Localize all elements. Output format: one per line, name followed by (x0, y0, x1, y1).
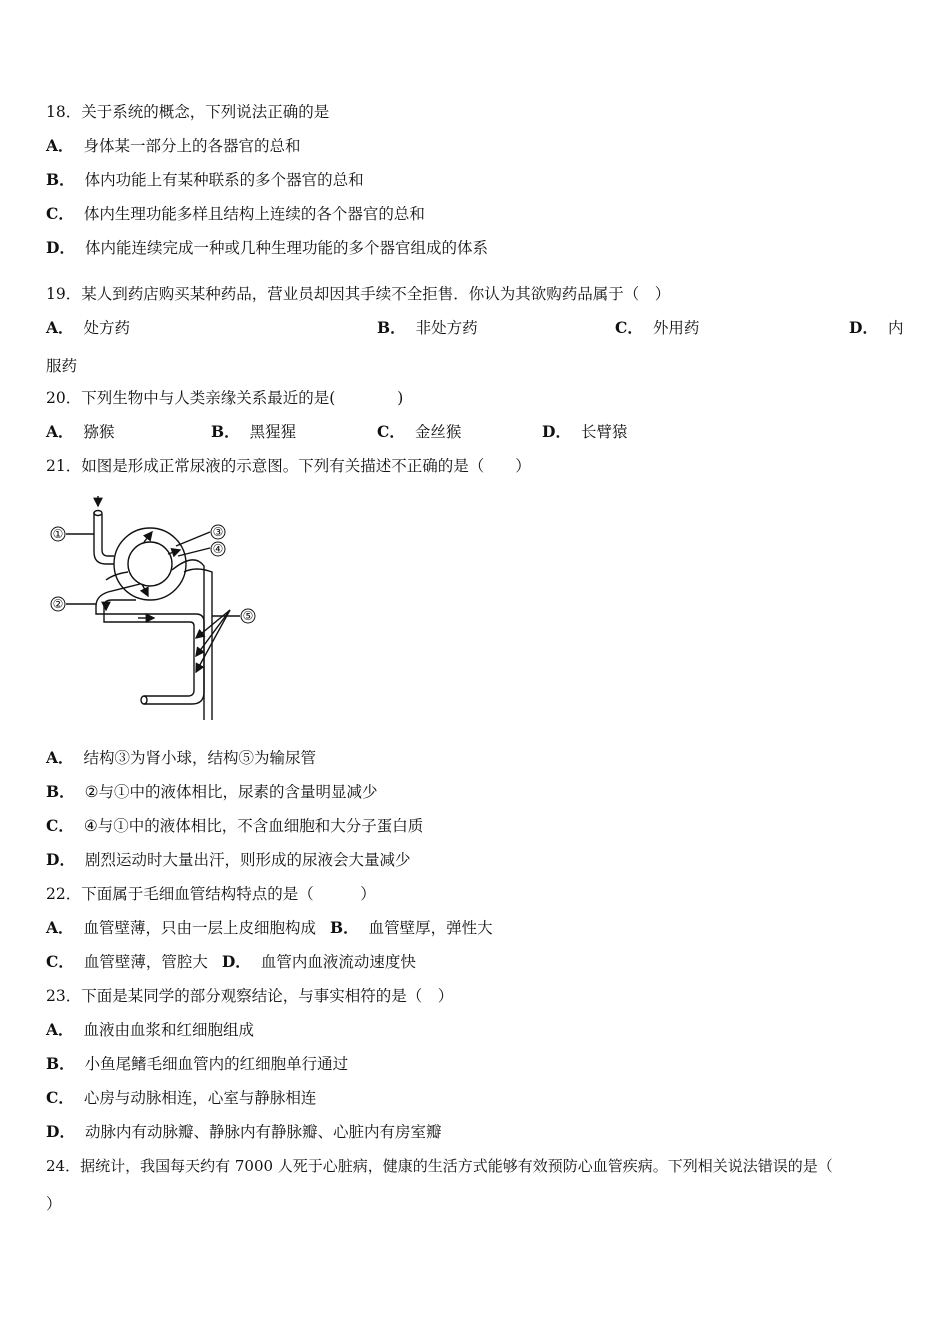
q20-option-d (542, 422, 627, 442)
q23-option-b (46, 1054, 348, 1074)
option-text: 非处方药 (415, 319, 478, 337)
option-text: 血管壁薄，只由一层上皮细胞构成 (83, 919, 317, 937)
option-text: 外用药 (652, 319, 700, 337)
option-text: 身体某一部分上的各器官的总和 (83, 137, 301, 155)
option-text: 体内功能上有某种联系的多个器官的总和 (84, 171, 364, 189)
option-letter: A． (46, 422, 74, 441)
q22-stem: 22．下面属于毛细血管结构特点的是（ ） (46, 885, 376, 903)
q23-option-a (46, 1020, 254, 1040)
option-text: 体内能连续完成一种或几种生理功能的多个器官组成的体系 (84, 239, 488, 257)
option-letter: A． (46, 748, 74, 767)
option-text: 血管壁厚，弹性大 (368, 919, 493, 937)
q19-option-d-wrap: 服药 (46, 357, 78, 375)
option-letter: A． (46, 136, 74, 155)
option-letter: B． (330, 918, 359, 937)
option-letter: D． (542, 422, 571, 441)
q24-stem: 24．据统计，我国每天约有 7000 人死于心脏病，健康的生活方式能够有效预防心血管疾病。下列相关说法错误的是（ (46, 1157, 833, 1175)
option-letter: D． (849, 318, 878, 337)
efferent-vessel (96, 584, 204, 704)
label-2: ② (52, 597, 64, 611)
glomerulus (128, 542, 172, 586)
q22-options-row-1 (46, 918, 493, 938)
q18-option-a (46, 136, 301, 156)
option-letter: C． (46, 816, 74, 835)
option-text: ④与①中的液体相比，不含血细胞和大分子蛋白质 (83, 817, 424, 835)
option-text: 结构③为肾小球，结构⑤为输尿管 (83, 749, 317, 767)
q20-option-c (377, 422, 461, 442)
q23-stem: 23．下面是某同学的部分观察结论，与事实相符的是（ ） (46, 987, 454, 1005)
option-letter: B． (46, 170, 75, 189)
option-text: 猕猴 (83, 423, 115, 441)
option-text: 血管内血液流动速度快 (260, 953, 416, 971)
q19-option-a (46, 318, 130, 338)
option-text: ②与①中的液体相比，尿素的含量明显减少 (84, 783, 378, 801)
option-text: 金丝猴 (414, 423, 462, 441)
option-letter: C． (377, 422, 405, 441)
q20-option-b (211, 422, 296, 442)
q18-option-b (46, 170, 364, 190)
q20-stem: 20．下列生物中与人类亲缘关系最近的是( ) (46, 389, 404, 407)
option-text: 小鱼尾鳍毛细血管内的红细胞单行通过 (84, 1055, 349, 1073)
q24-stem-wrap: ） (46, 1195, 62, 1213)
q21-option-d (46, 850, 410, 870)
nephron-diagram (44, 492, 268, 724)
option-text: 血液由血浆和红细胞组成 (83, 1021, 255, 1039)
q19-stem: 19．某人到药店购买某种药品，营业员却因其手续不全拒售．你认为其欲购药品属于（ ） (46, 285, 671, 303)
option-text: 处方药 (83, 319, 131, 337)
option-letter: B． (211, 422, 240, 441)
option-text: 动脉内有动脉瓣、静脉内有静脉瓣、心脏内有房室瓣 (84, 1123, 442, 1141)
option-letter: D． (46, 238, 75, 257)
label-1: ① (52, 527, 64, 541)
option-text: 内 (887, 319, 904, 337)
renal-capsule (114, 528, 186, 600)
q23-option-d (46, 1122, 441, 1142)
option-text: 体内生理功能多样且结构上连续的各个器官的总和 (83, 205, 425, 223)
q18-stem: 18．关于系统的概念，下列说法正确的是 (46, 103, 330, 121)
option-letter: B． (377, 318, 406, 337)
label-4: ④ (212, 542, 224, 556)
option-text: 心房与动脉相连，心室与静脉相连 (83, 1089, 317, 1107)
label-3: ③ (212, 525, 224, 539)
q21-option-b (46, 782, 378, 802)
q21-option-c (46, 816, 423, 836)
q19-option-d (849, 318, 903, 338)
option-letter: D． (46, 850, 75, 869)
q23-option-c (46, 1088, 316, 1108)
q18-option-d (46, 238, 488, 258)
option-text: 黑猩猩 (249, 423, 297, 441)
option-letter: A． (46, 1020, 74, 1039)
option-letter: A． (46, 318, 74, 337)
option-letter: C． (46, 1088, 74, 1107)
option-letter: C． (46, 204, 74, 223)
q19-option-c (615, 318, 699, 338)
option-text: 长臂猿 (580, 423, 628, 441)
q21-option-a (46, 748, 316, 768)
option-letter: C． (46, 952, 74, 971)
q21-stem: 21．如图是形成正常尿液的示意图。下列有关描述不正确的是（ ） (46, 457, 531, 475)
option-letter: D． (46, 1122, 75, 1141)
option-text: 血管壁薄，管腔大 (83, 953, 208, 971)
option-letter: B． (46, 782, 75, 801)
option-letter: B． (46, 1054, 75, 1073)
q19-option-b (377, 318, 478, 338)
option-letter: D． (221, 952, 251, 971)
q18-option-c (46, 204, 425, 224)
label-5: ⑤ (242, 609, 254, 623)
option-text: 剧烈运动时大量出汗，则形成的尿液会大量减少 (84, 851, 411, 869)
option-letter: A． (46, 918, 74, 937)
q22-options-row-2 (46, 952, 416, 972)
q20-option-a (46, 422, 115, 442)
option-letter: C． (615, 318, 643, 337)
